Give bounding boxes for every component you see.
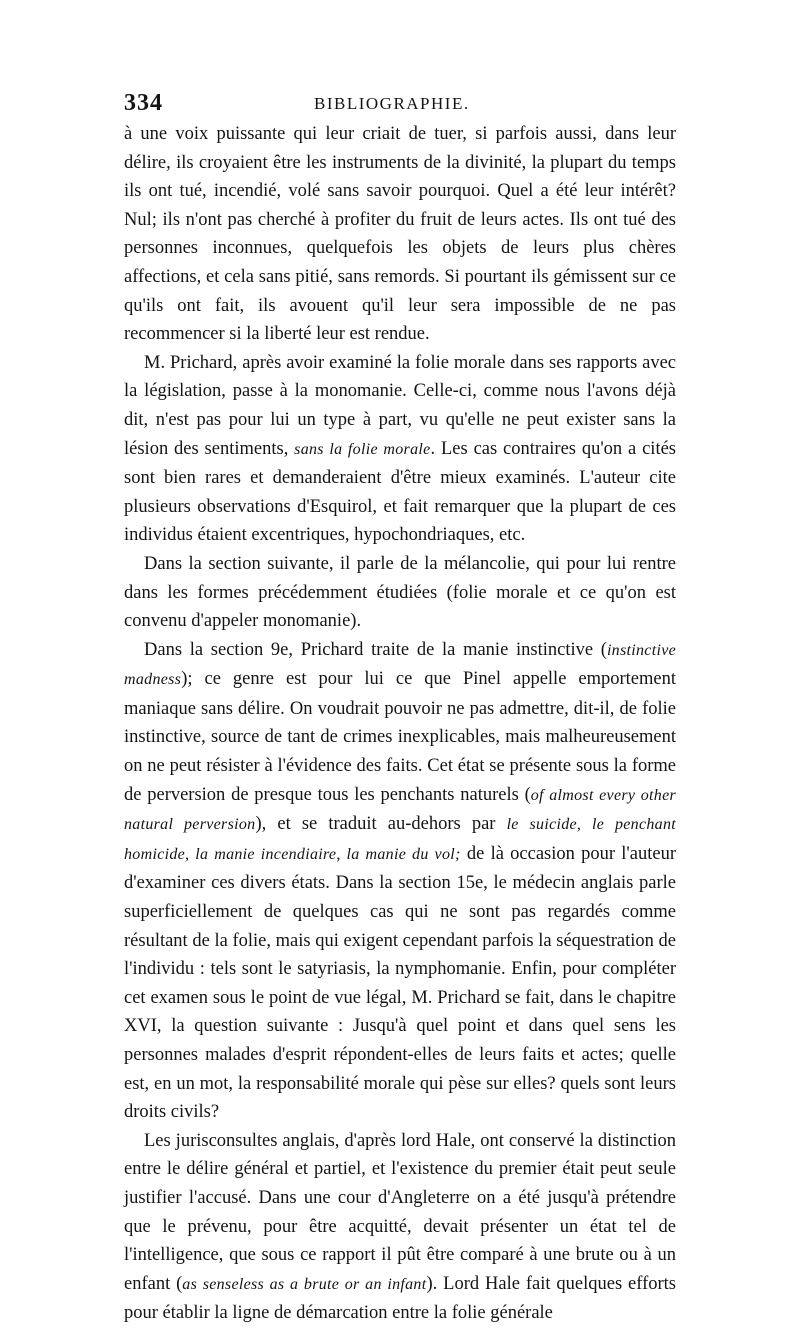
text-run: ), et se traduit au-dehors par <box>255 814 507 835</box>
text-run: ); ce genre est pour lui ce que Pinel appelle emportement maniaque sans délire. On voudrait pouvoir ne pas admettre, dit-il, de folie instinctive, source de tant de crimes inexplicables, mais malheureusement on ne peut résister à l'évidence des faits. Cet état se présente sous la forme de perversion de presque tous les penchants naturels ( <box>124 669 676 805</box>
page-header <box>124 90 677 122</box>
italic-text: of almost every other natural perversion <box>124 786 676 834</box>
text-run: Les jurisconsultes anglais, d'après lord Hale, ont conservé la distinction entre le délire général et partiel, et l'existence du premier était peut seule justifier l'accusé. Dans une cour d'Angleterre on a été jusqu'à prétendre que le prévenu, pour être acquitté, devait présenter un état tel de l'intelligence, que sous ce rapport il pût être comparé à une brute ou à un enfant ( <box>124 1130 676 1294</box>
text-run: . Les cas contraires qu'on a cités sont bien rares et demanderaient d'être mieux examinés. L'auteur cite plusieurs observations d'Esquirol, et fait remarquer que la plupart de ces individus étaient excentriques, hypochondriaques, etc. <box>124 438 676 546</box>
paragraph <box>124 1127 676 1328</box>
page-number: 334 <box>124 90 163 116</box>
text-run: Dans la section 9e, Prichard traite de la manie instinctive ( <box>144 639 607 660</box>
text-run: de là occasion pour l'auteur d'examiner ces divers états. Dans la section 15e, le médecin anglais parle superficiellement de quelques cas qui ne sont pas regardés comme résultant de la folie, mais qui exigent cependant parfois la séquestration de l'individu : tels sont le satyriasis, la nymphomanie. Enfin, pour compléter cet examen sous le point de vue légal, M. Prichard se fait, dans le chapitre XVI, la question suivante : Jusqu'à quel point et dans quel sens les personnes malades d'esprit répondent-elles de leurs faits et actes; quelle est, en un mot, la responsabilité morale qui pèse sur elles? quels sont leurs droits civils? <box>124 843 676 1123</box>
italic-text: le suicide, le penchant homicide, la manie incendiaire, la manie du vol; <box>124 816 677 863</box>
text-run: Dans la section suivante, il parle de la mélancolie, qui pour lui rentre dans les formes précédemment étudiées (folie morale et ce qu'on est convenu d'appeler monomanie). <box>124 553 676 632</box>
paragraph <box>124 120 676 349</box>
body-text <box>124 120 676 1328</box>
italic-text: instinctive madness <box>124 641 676 689</box>
text-run: à une voix puissante qui leur criait de tuer, si parfois aussi, dans leur délire, ils croyaient être les instruments de la divinité, la plupart du temps ils ont tué, incendié, volé sans savoir pourquoi. Quel a été leur intérêt? Nul; ils n'ont pas cherché à profiter du fruit de leurs actes. Ils ont tué des personnes inconnues, quelquefois les objets de leurs plus chères affections, et cela sans pitié, sans remords. Si pourtant ils gémissent sur ce qu'ils ont fait, ils avouent qu'il leur sera impossible de ne pas recommencer si la liberté leur est rendue. <box>124 124 676 345</box>
paragraph <box>124 550 676 636</box>
paragraph <box>124 349 676 550</box>
italic-text: sans la folie morale <box>294 440 431 458</box>
italic-text: as senseless as a brute or an infant <box>182 1275 427 1293</box>
running-title: BIBLIOGRAPHIE. <box>314 94 470 113</box>
paragraph <box>124 636 676 1127</box>
text-run: M. Prichard, après avoir examiné la folie morale dans ses rapports avec la législation, passe à la monomanie. Celle-ci, comme nous l'avons déjà dit, n'est pas pour lui un type à part, vu qu'elle ne peut exister sans la lésion des sentiments, <box>124 352 676 459</box>
text-run: ). Lord Hale fait quelques efforts pour établir la ligne de démarcation entre la folie générale <box>124 1273 677 1324</box>
